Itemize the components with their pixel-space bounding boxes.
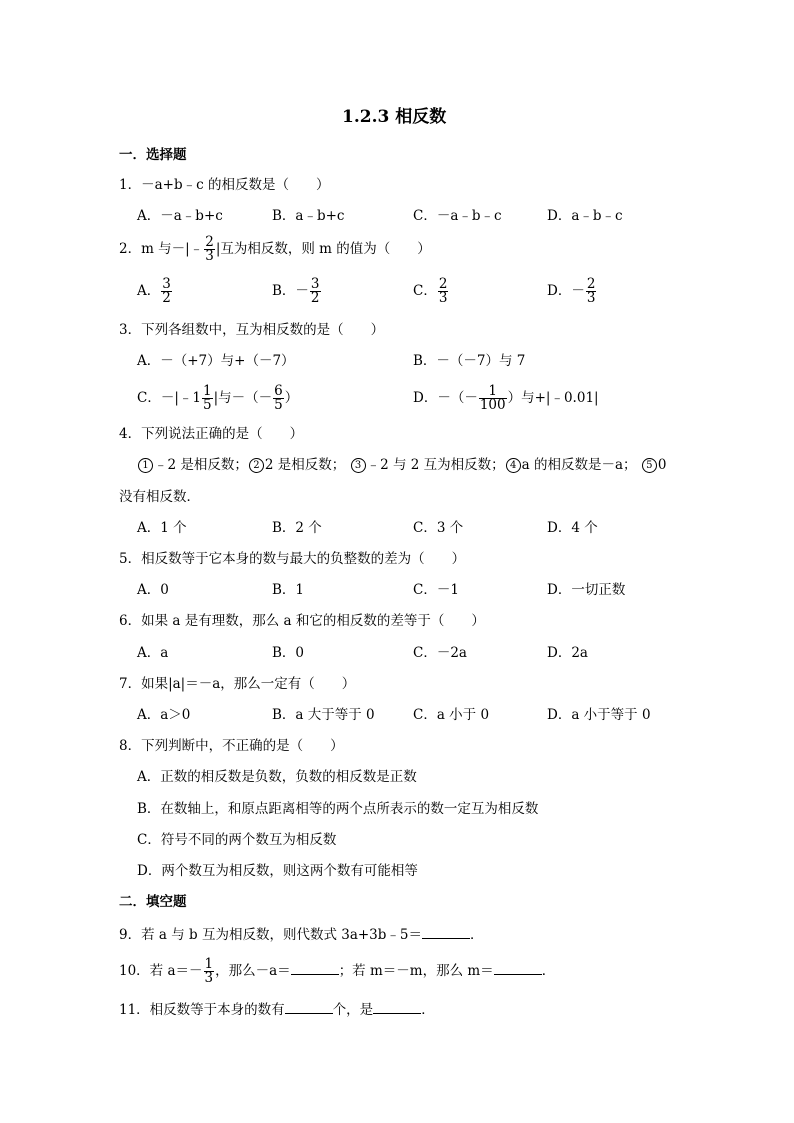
question-4-statements bbox=[137, 456, 666, 474]
question-11-text: 11．相反数等于本身的数有 bbox=[119, 1002, 285, 1018]
question-2-option-a bbox=[137, 278, 173, 305]
question-5-stem: 5．相反数等于它本身的数与最大的负整数的差为（ ） bbox=[119, 551, 466, 567]
fraction-numerator: 2 bbox=[438, 276, 448, 292]
fraction-numerator: 2 bbox=[586, 276, 596, 292]
option-text: D．－（－ bbox=[413, 390, 478, 406]
question-3-option-c bbox=[137, 385, 298, 412]
question-8-stem: 8．下列判断中，不正确的是（ ） bbox=[119, 738, 344, 754]
fraction bbox=[310, 278, 321, 305]
question-2-option-b bbox=[272, 278, 322, 305]
question-7-option-a: A．a＞0 bbox=[137, 707, 191, 723]
question-10-text: 10．若 a＝－ bbox=[119, 963, 203, 979]
question-10 bbox=[119, 958, 555, 985]
question-11-end: ． bbox=[421, 1002, 435, 1018]
question-7-option-d: D．a 小于等于 0 bbox=[547, 707, 651, 723]
question-9-text: 9．若 a 与 b 互为相反数，则代数式 3a+3b﹣5＝ bbox=[119, 927, 423, 943]
fraction bbox=[202, 385, 213, 412]
answer-blank[interactable] bbox=[494, 960, 542, 975]
fraction-denominator: 3 bbox=[586, 290, 596, 306]
statement-text: a 的相反数是－a； bbox=[521, 457, 637, 473]
fraction-numerator: 3 bbox=[162, 276, 171, 292]
option-label: D．－ bbox=[547, 283, 585, 299]
fraction-numerator: 3 bbox=[310, 276, 320, 292]
fraction-denominator: 2 bbox=[162, 290, 171, 306]
fraction-denominator: 3 bbox=[204, 970, 214, 986]
question-3-option-a: A．－（+7）与+（－7） bbox=[137, 353, 295, 369]
question-3-option-b: B．－（－7）与 7 bbox=[413, 353, 526, 369]
fraction-numerator: 6 bbox=[274, 383, 283, 399]
question-6-stem: 6．如果 a 是有理数，那么 a 和它的相反数的差等于（ ） bbox=[119, 613, 485, 629]
question-4-stem: 4．下列说法正确的是（ ） bbox=[119, 426, 304, 442]
question-3-stem: 3．下列各组数中，互为相反数的是（ ） bbox=[119, 322, 385, 338]
question-4-option-a: A．1 个 bbox=[137, 520, 187, 536]
question-8-option-b: B．在数轴上，和原点距离相等的两个点所表示的数一定互为相反数 bbox=[137, 801, 539, 817]
question-2-option-d bbox=[547, 278, 597, 305]
fraction-numerator: 1 bbox=[479, 385, 507, 399]
fraction-numerator: 2 bbox=[205, 234, 214, 250]
fraction-numerator: 1 bbox=[204, 956, 214, 972]
question-1-option-c: C．－a﹣b﹣c bbox=[413, 208, 502, 224]
option-text: |与－（－ bbox=[213, 390, 273, 406]
question-5-option-b: B．1 bbox=[272, 582, 305, 598]
question-6-option-a: A．a bbox=[137, 645, 169, 661]
question-1-option-d: D．a﹣b﹣c bbox=[547, 208, 623, 224]
question-6-option-b: B．0 bbox=[272, 645, 305, 661]
question-7-option-c: C．a 小于 0 bbox=[413, 707, 490, 723]
question-9-end: ． bbox=[470, 927, 484, 943]
option-text: ）与+|﹣0.01| bbox=[507, 390, 599, 406]
fraction bbox=[273, 385, 284, 412]
circled-number-3: 3 bbox=[351, 458, 366, 473]
fraction bbox=[586, 278, 597, 305]
statement-text: ﹣2 是相反数； bbox=[154, 457, 248, 473]
fraction bbox=[479, 385, 507, 412]
question-2-stem-part: |互为相反数，则 m 的值为（ ） bbox=[215, 241, 431, 257]
question-4-statements-continued: 没有相反数． bbox=[119, 489, 200, 505]
question-4-option-d: D．4 个 bbox=[547, 520, 598, 536]
question-8-option-c: C．符号不同的两个数互为相反数 bbox=[137, 832, 337, 848]
question-2-option-c bbox=[413, 278, 449, 305]
question-5-option-a: A．0 bbox=[137, 582, 169, 598]
question-10-text: ；若 m＝－m，那么 m＝ bbox=[338, 963, 494, 979]
question-4-option-c: C．3 个 bbox=[413, 520, 464, 536]
question-11-text: 个，是 bbox=[332, 1002, 374, 1018]
section-fill-heading: 二．填空题 bbox=[119, 894, 187, 910]
section-choice-heading: 一．选择题 bbox=[119, 147, 187, 163]
question-10-end: ． bbox=[541, 963, 556, 979]
statement-text: 0 bbox=[657, 457, 667, 473]
question-1-stem: 1．－a+b﹣c 的相反数是（ ） bbox=[119, 177, 330, 193]
fraction-denominator: 3 bbox=[438, 290, 448, 306]
answer-blank[interactable] bbox=[291, 960, 339, 975]
fraction-denominator: 5 bbox=[202, 397, 212, 413]
question-1-option-b: B．a﹣b+c bbox=[272, 208, 345, 224]
question-7-option-b: B．a 大于等于 0 bbox=[272, 707, 375, 723]
circled-number-4: 4 bbox=[506, 458, 521, 473]
option-text: ） bbox=[284, 390, 299, 406]
question-2-stem-part: 2．m 与－|﹣ bbox=[119, 241, 204, 257]
question-8-option-a: A．正数的相反数是负数，负数的相反数是正数 bbox=[137, 769, 417, 785]
answer-blank[interactable] bbox=[422, 924, 470, 939]
question-8-option-d: D．两个数互为相反数，则这两个数有可能相等 bbox=[137, 863, 418, 879]
fraction-denominator: 2 bbox=[310, 290, 320, 306]
question-10-text: ，那么－a＝ bbox=[215, 963, 291, 979]
fraction bbox=[438, 278, 449, 305]
page-title: 1.2.3 相反数 bbox=[342, 107, 447, 127]
question-9 bbox=[119, 924, 484, 944]
fraction bbox=[161, 278, 172, 305]
question-6-option-c: C．－2a bbox=[413, 645, 467, 661]
option-text: C．－|﹣1 bbox=[137, 390, 201, 406]
question-3-option-d bbox=[413, 385, 599, 412]
question-1-option-a: A．－a﹣b+c bbox=[137, 208, 223, 224]
circled-number-5: 5 bbox=[642, 458, 657, 473]
option-label: A． bbox=[137, 283, 161, 299]
question-6-option-d: D．2a bbox=[547, 645, 588, 661]
fraction-denominator: 3 bbox=[205, 248, 214, 264]
fraction bbox=[204, 958, 215, 985]
question-5-option-d: D．一切正数 bbox=[547, 582, 626, 598]
circled-number-1: 1 bbox=[138, 458, 153, 473]
question-7-stem: 7．如果|a|＝－a，那么一定有（ ） bbox=[119, 676, 356, 692]
answer-blank[interactable] bbox=[285, 999, 333, 1014]
statement-text: ﹣2 与 2 互为相反数； bbox=[366, 457, 505, 473]
circled-number-2: 2 bbox=[249, 458, 264, 473]
statement-text: 2 是相反数； bbox=[264, 457, 346, 473]
question-2-stem bbox=[119, 236, 431, 263]
fraction-numerator: 1 bbox=[202, 383, 212, 399]
fraction bbox=[204, 236, 215, 263]
question-4-option-b: B．2 个 bbox=[272, 520, 322, 536]
question-5-option-c: C．－1 bbox=[413, 582, 459, 598]
fraction-denominator: 5 bbox=[274, 397, 283, 413]
question-11 bbox=[119, 999, 435, 1019]
option-label: B．－ bbox=[272, 283, 309, 299]
fraction-denominator: 100 bbox=[479, 397, 506, 413]
answer-blank[interactable] bbox=[373, 999, 421, 1014]
option-label: C． bbox=[413, 283, 437, 299]
